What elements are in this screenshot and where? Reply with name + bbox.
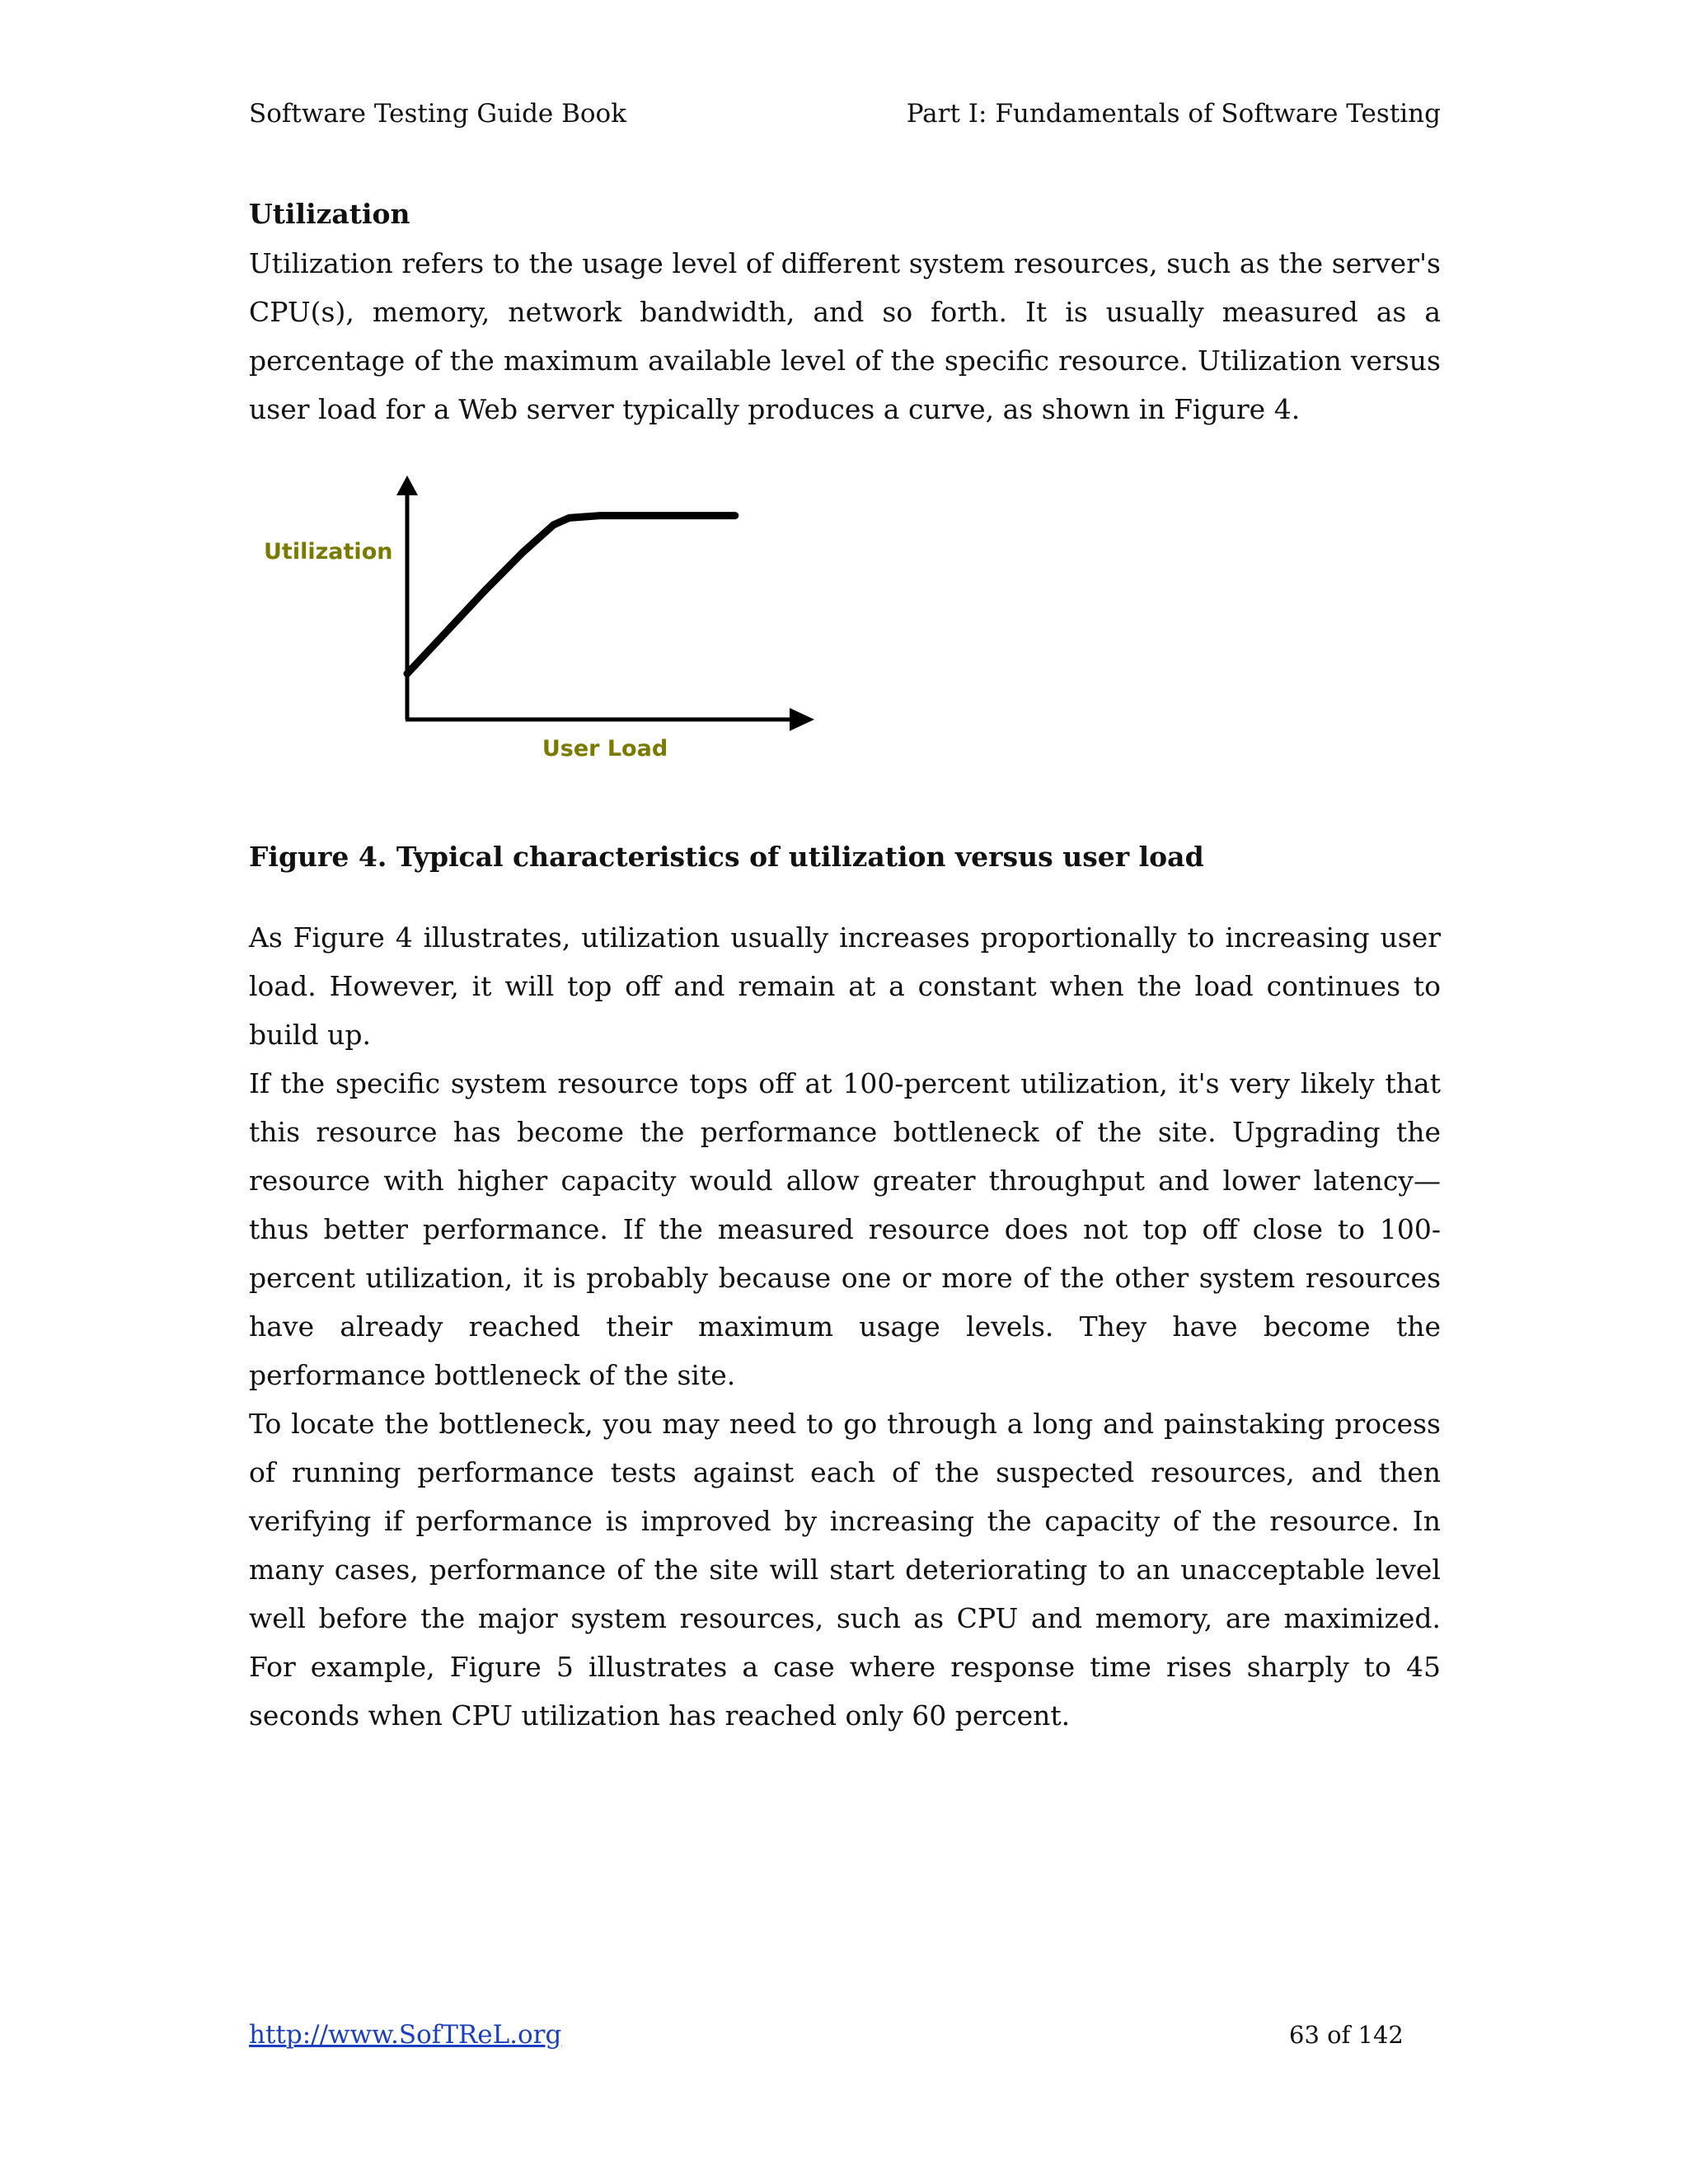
y-axis-arrowhead	[396, 476, 418, 495]
page-number: 63 of 142	[1289, 2021, 1404, 2049]
utilization-figure	[249, 466, 842, 779]
body-paragraph-3: To locate the bottleneck, you may need to go through a long and painstaking process of running performance tests against each of the suspected resources, and then verifying if performance is improved by increasing the capacity of the resource. In many cases, performance of the site will start deteriorating to an unacceptable level well before the major system resources, such as CPU and memory, are maximized. For example, Figure 5 illustrates a case where response time rises sharply to 45 seconds when CPU utilization has reached only 60 percent.	[249, 1408, 1441, 1732]
body-paragraph-2: If the specific system resource tops off at 100-percent utilization, it's very likely that this resource has become the performance bottleneck of the site. Upgrading the resource with higher capacity would allow greater throughput and lower latency—thus better performance. If the measured resource does not top off close to 100-percent utilization, it is probably because one or more of the other system resources have already reached their maximum usage levels. They have become the performance bottleneck of the site.	[249, 1067, 1441, 1391]
x-axis-arrowhead	[790, 708, 814, 731]
footer-website-link[interactable]: http://www.SofTReL.org	[249, 2020, 562, 2050]
intro-paragraph: Utilization refers to the usage level of different system resources, such as the server's CPU(s), memory, network bandwidth, and so forth. It is usually measured as a percentage of the maximum available level of the specific resource. Utilization versus user load for a Web server typically produces a curve, as shown in Figure 4.	[249, 247, 1441, 425]
y-axis-label: Utilization	[264, 539, 393, 565]
page-header	[249, 97, 1441, 130]
x-axis-label: User Load	[542, 736, 668, 762]
header-part-title: Part I: Fundamentals of Software Testing	[906, 99, 1441, 129]
utilization-curve	[407, 516, 735, 674]
utilization-chart	[249, 466, 842, 779]
section-heading: Utilization	[249, 198, 410, 230]
body-paragraph-1: As Figure 4 illustrates, utilization usually increases proportionally to increasing user load. However, it will top off and remain at a constant when the load continues to build up.	[249, 921, 1441, 1051]
header-book-title: Software Testing Guide Book	[249, 99, 627, 129]
figure-caption: Figure 4. Typical characteristics of utilization versus user load	[249, 841, 1204, 873]
